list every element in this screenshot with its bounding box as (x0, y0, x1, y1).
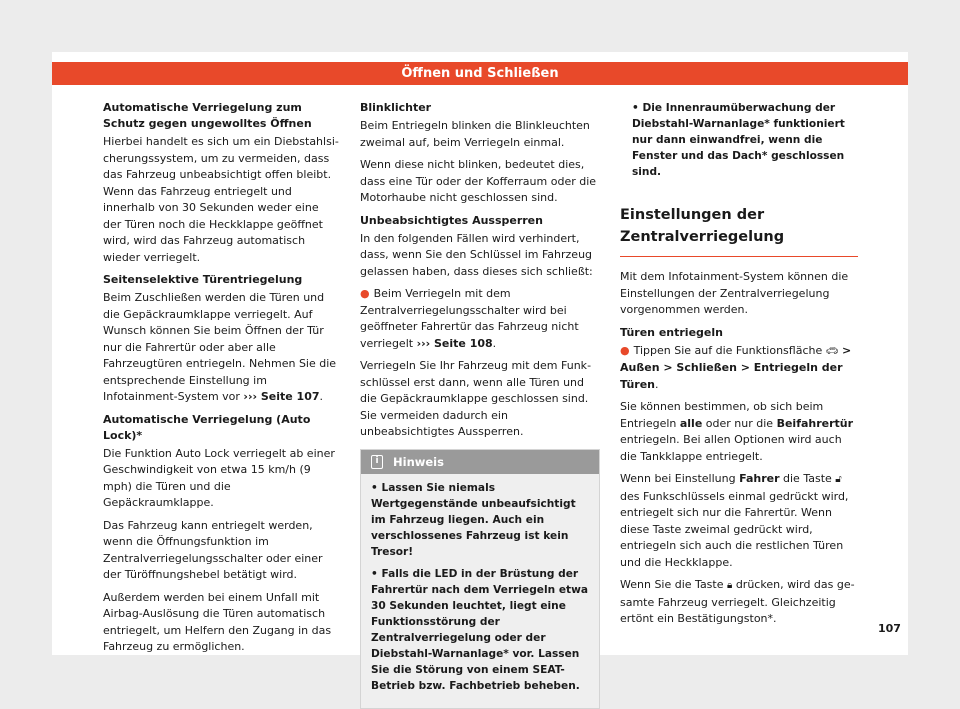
info-icon: i (371, 455, 383, 469)
paragraph: Verriegeln Sie Ihr Fahrzeug mit dem Funkschlüssel erst dann, wenn alle Türen und die Gepäckraumklappe geschlossen sind. Sie vermeiden dadurch ein unbeabsichtigtes Aussperren. (360, 359, 592, 438)
paragraph: Wenn diese nicht blinken, bedeutet dies, dass eine Tür oder der Kofferraum oder die Motorhaube nicht geschlossen sind. (360, 158, 597, 204)
car-icon: 🚗︎ (825, 345, 839, 357)
bullet-icon: ● (620, 343, 630, 357)
note-title: Hinweis (393, 454, 444, 469)
paragraph: Außerdem werden bei einem Unfall mit Airbag-Auslösung die Türen automatisch entriegelt, um Helfern den Zugang in das Fahrzeug zu ermöglichen. (103, 590, 332, 653)
heading-lockout: Unbeabsichtigtes Aussperren (360, 213, 543, 227)
bullet-item: ● Beim Verriegeln mit dem Zentralverriegelungsschalter wird bei geöffneter Fahrertür das Fahrzeug nicht verriegelt ››› Seite 108. (360, 287, 579, 350)
page-reference-link[interactable]: ››› Seite 108 (416, 336, 493, 350)
note-bullet: • Falls die LED in der Brüstung der Fahrertür nach dem Verriegeln etwa 30 Sekunden leuchtet, liegt eine Funktionsstörung der Zentralverriegelung oder der Diebstahl-Warnanlage* vor. Lassen Sie die Störung von einem SEAT-Betrieb bzw. Fachbetrieb beheben. (371, 567, 589, 692)
page-reference-link[interactable]: ››› Seite 107 (243, 390, 320, 403)
paragraph: Sie können bestimmen, ob sich beim Entriegeln alle oder nur die Beifahrertür entriegeln. Bei allen Optionen wird auch die Tankklappe entriegelt. (620, 400, 854, 463)
note-box (360, 449, 600, 709)
note-continuation (620, 100, 858, 180)
heading-turn-signals: Blinklichter (360, 101, 432, 114)
note-bullet: • Lassen Sie niemals Wertgegenstände unbeaufsichtigt im Fahrzeug liegen. Auch ein verschlossenes Fahrzeug ist kein Tresor! (371, 481, 576, 558)
menu-path: > Außen > Schließen > Entriegeln der Türen (620, 343, 852, 391)
page-number: 107 (878, 622, 901, 635)
heading-auto-lock-protection: Automatische Verriegelung zum Schutz gegen ungewolltes Öffnen (103, 101, 312, 130)
unlock-icon: 🔓︎ (835, 474, 842, 485)
paragraph: Mit dem Infotainment-System können die Einstellungen der Zentralverriegelung vorgenommen werden. (620, 270, 849, 316)
paragraph: Die Funktion Auto Lock verriegelt ab einer Geschwindigkeit von etwa 15 km/h (9 mph) die Türen und die Gepäckraumklappe. (103, 446, 335, 509)
paragraph: Beim Zuschließen werden die Türen und die Gepäckraumklappe verriegelt. Auf Wunsch können Sie beim Öffnen der Tür nur die Fahrertür oder aber alle Fahrzeugtüren entriegeln. Nehmen Sie die entsprechende Einstellung im Infotainment-System vor ››› Seite 107. (103, 291, 337, 403)
note-body (361, 474, 599, 694)
bullet-item: ● Tippen Sie auf die Funktionsfläche 🚗︎ > Außen > Schließen > Entriegeln der Türen. (620, 343, 852, 391)
column-2 (360, 100, 600, 709)
heading-unlock-doors: Türen entriegeln (620, 325, 723, 339)
paragraph: Hierbei handelt es sich um ein Diebstahlsicherungssystem, um zu vermeiden, dass das Fahrzeug unbeabsichtigt offen bleibt. Wenn das Fahrzeug entriegelt und innerhalb von 30 Sekunden weder eine der Türen noch die Heckklappe geöffnet wird, wird das Fahrzeug automatisch wieder verriegelt. (103, 135, 339, 264)
column-1 (103, 100, 340, 662)
paragraph: Das Fahrzeug kann entriegelt werden, wenn die Öffnungsfunktion im Zentralverriegelungsschalter oder einer der Türöffnungshebel betätigt wird. (103, 518, 323, 581)
paragraph: Wenn bei Einstellung Fahrer die Taste 🔓︎ des Funkschlüssels einmal gedrückt wird, entriegelt sich nur die Fahrertür. Wenn diese Taste zweimal gedrückt wird, entriegeln sich auch die restlichen Türen und die Heckklappe. (620, 472, 849, 569)
paragraph: Beim Entriegeln blinken die Blinkleuchten zweimal auf, beim Verriegeln einmal. (360, 119, 590, 149)
page-header: Öffnen und Schließen (52, 62, 908, 85)
bullet-icon: ● (360, 287, 370, 300)
note-bullet: • Die Innenraumüberwachung der Diebstahl-Warnanlage* funktioniert nur dann einwandfrei, wenn die Fenster und das Dach* geschlossen sind. (632, 102, 845, 178)
paragraph: In den folgenden Fällen wird verhindert, dass, wenn Sie den Schlüssel im Fahrzeug gelassen haben, dass dieses sich schließt: (360, 231, 593, 278)
section-title: Einstellungen der Zentralverriegelung (620, 204, 858, 257)
column-3 (620, 100, 858, 634)
heading-selective-unlock: Seitenselektive Türentriegelung (103, 273, 303, 286)
heading-auto-lock: Automatische Verriegelung (Auto Lock)* (103, 412, 311, 442)
note-header (361, 450, 599, 474)
lock-icon: 🔒︎ (727, 580, 733, 591)
paragraph: Wenn Sie die Taste 🔒︎ drücken, wird das gesamte Fahrzeug verriegelt. Gleichzeitig ertönt ein Bestätigungston*. (620, 578, 855, 625)
